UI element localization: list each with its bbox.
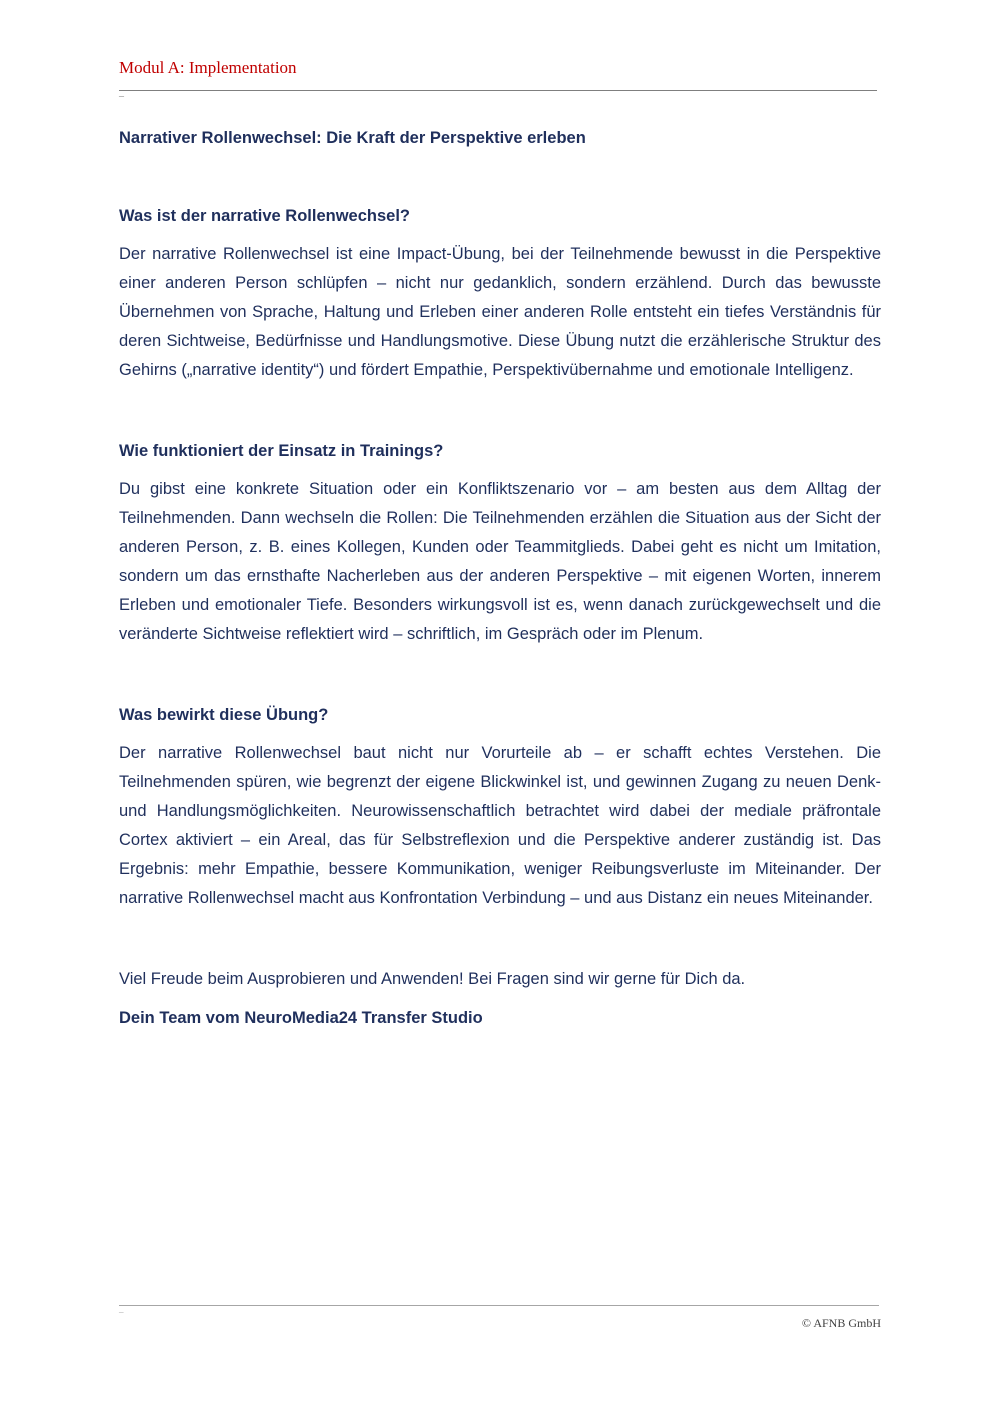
section-how-it-works xyxy=(119,439,881,649)
header-dash: – xyxy=(119,91,124,102)
section-heading: Wie funktioniert der Einsatz in Trainings? xyxy=(119,442,444,460)
page-header xyxy=(119,58,877,102)
footer-dash: – xyxy=(119,1307,124,1317)
signature: Dein Team vom NeuroMedia24 Transfer Studio xyxy=(119,1009,483,1027)
section-paragraph: Du gibst eine konkrete Situation oder ein Konfliktszenario vor – am besten aus dem Alltag der Teilnehmenden. Dann wechseln die Rollen: Die Teilnehmenden erzählen die Situation aus der Sicht der anderen Person, z. B. eines Kollegen, Kunden oder Teammitglieds. Dabei geht es nicht um Imitation, sondern um das ernsthafte Nacherleben aus der anderen Perspektive – mit eigenen Worten, innerem Erleben und emotionaler Tiefe. Besonders wirkungsvoll ist es, wenn danach zurückgewechselt und die veränderte Sichtweise reflektiert wird – schriftlich, im Gespräch oder im Plenum. xyxy=(119,480,881,643)
footer-copyright: © AFNB GmbH xyxy=(801,1316,881,1330)
document-title: Narrativer Rollenwechsel: Die Kraft der Perspektive erleben xyxy=(119,129,586,147)
section-paragraph: Der narrative Rollenwechsel baut nicht nur Vorurteile ab – er schafft echtes Verstehen. Die Teilnehmenden spüren, wie begrenzt der eigene Blickwinkel ist, und gewinnen Zugang zu neuen Denk- und Handlungsmöglichkeiten. Neurowissenschaftlich betrachtet wird dabei der mediale präfrontale Cortex aktiviert – ein Areal, das für Selbstreflexion und die Perspektive anderer zuständig ist. Das Ergebnis: mehr Empathie, bessere Kommunikation, weniger Reibungsverluste im Miteinander. Der narrative Rollenwechsel macht aus Konfrontation Verbindung – und aus Distanz ein neues Miteinander. xyxy=(119,744,881,907)
section-what-is xyxy=(119,204,881,385)
section-paragraph: Der narrative Rollenwechsel ist eine Impact-Übung, bei der Teilnehmende bewusst in die Perspektive einer anderen Person schlüpfen – nicht nur gedanklich, sondern erzählend. Durch das bewusste Übernehmen von Sprache, Haltung und Erleben einer anderen Rolle entsteht ein tiefes Verständnis für deren Sichtweise, Bedürfnisse und Handlungsmotive. Diese Übung nutzt die erzählerische Struktur des Gehirns („narrative identity“) und fördert Empathie, Perspektivübernahme und emotionale Intelligenz. xyxy=(119,245,881,379)
header-title: Modul A: Implementation xyxy=(119,58,297,77)
header-divider xyxy=(119,90,877,91)
document-body xyxy=(119,126,881,1030)
section-heading: Was ist der narrative Rollenwechsel? xyxy=(119,207,410,225)
section-effects xyxy=(119,703,881,913)
footer-divider xyxy=(119,1305,879,1306)
section-heading: Was bewirkt diese Übung? xyxy=(119,706,329,724)
closing-note: Viel Freude beim Ausprobieren und Anwenden! Bei Fragen sind wir gerne für Dich da. xyxy=(119,970,746,988)
page-footer xyxy=(119,1305,881,1330)
